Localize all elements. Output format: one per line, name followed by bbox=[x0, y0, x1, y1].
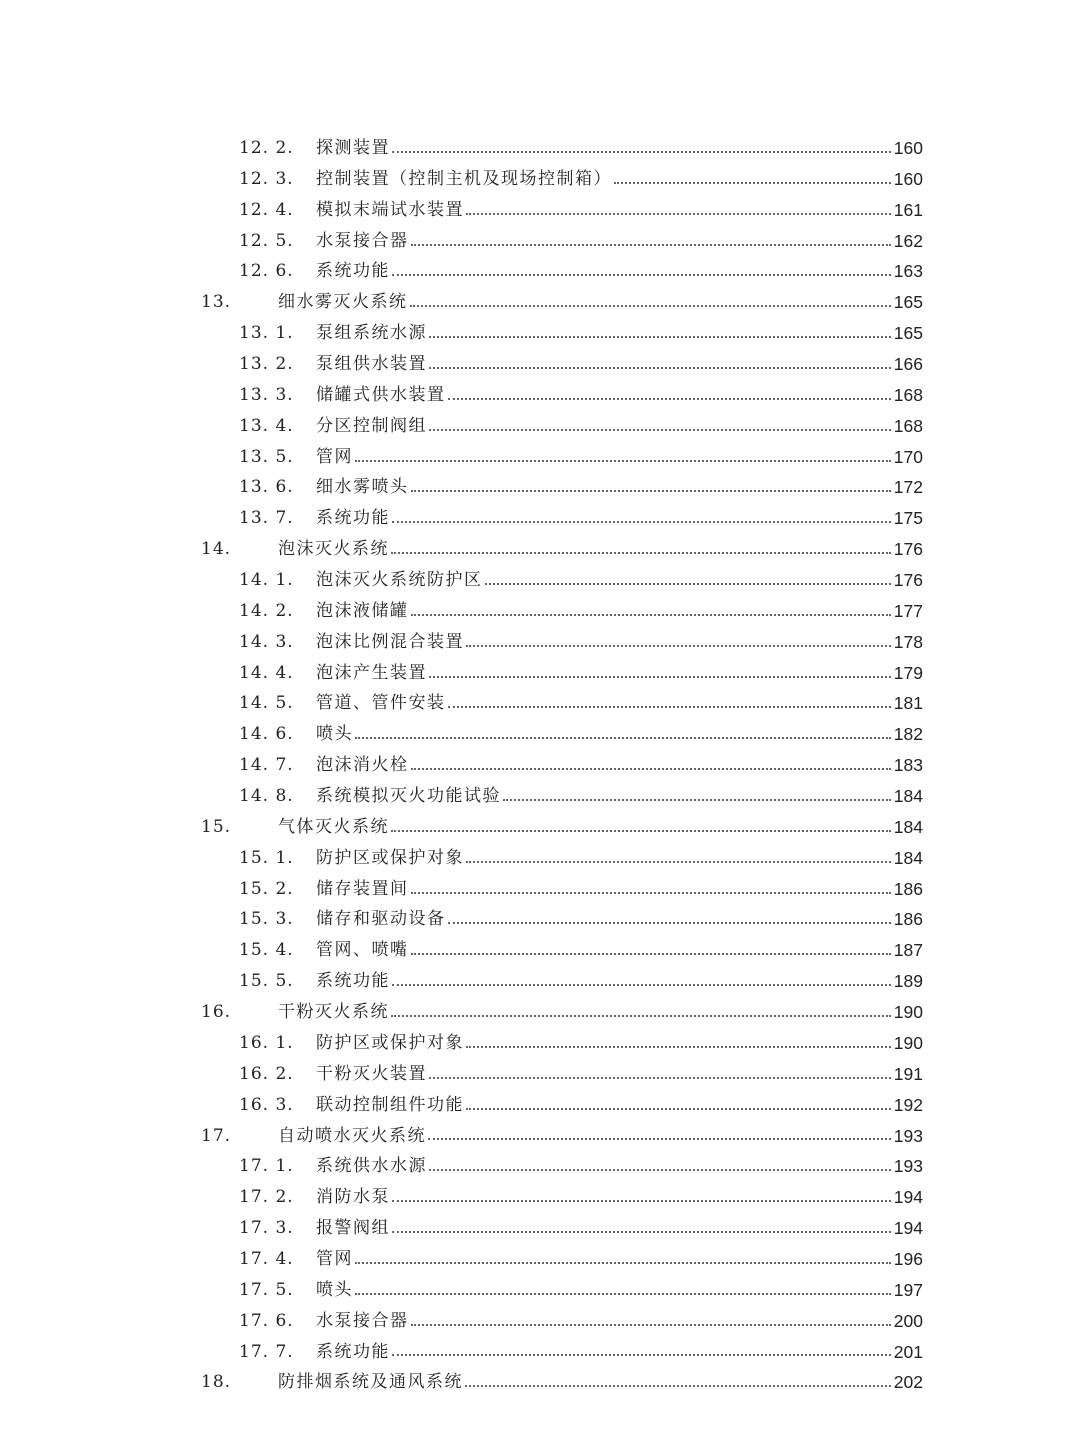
toc-page-number: 196 bbox=[893, 1248, 923, 1269]
table-of-contents bbox=[0, 133, 1080, 1398]
toc-entry-title: 水泵接合器 bbox=[316, 230, 409, 251]
dot-leader bbox=[392, 521, 891, 523]
toc-page-number: 190 bbox=[893, 1032, 923, 1053]
toc-entry-number: 16. bbox=[201, 1002, 232, 1023]
toc-page-number: 176 bbox=[893, 539, 923, 560]
toc-entry-number: 14. 7. bbox=[239, 755, 294, 776]
toc-page-number: 194 bbox=[893, 1218, 923, 1239]
toc-entry-number: 12. 4. bbox=[239, 199, 294, 220]
dot-leader bbox=[411, 490, 891, 492]
toc-entry-title: 系统功能 bbox=[316, 261, 390, 282]
toc-entry-number: 13. bbox=[201, 292, 232, 313]
toc-page-number: 163 bbox=[893, 261, 923, 282]
toc-entry-number: 12. 5. bbox=[239, 230, 294, 251]
toc-entry-number: 14. 6. bbox=[239, 724, 294, 745]
dot-leader bbox=[429, 676, 891, 678]
toc-section-entry[interactable] bbox=[0, 627, 1080, 658]
toc-entry-title: 泡沫灭火系统防护区 bbox=[316, 570, 483, 591]
toc-entry-title: 储存装置间 bbox=[316, 878, 409, 899]
toc-entry-number: 13. 1. bbox=[239, 323, 294, 344]
toc-entry-number: 13. 5. bbox=[239, 446, 294, 467]
dot-leader bbox=[411, 892, 891, 894]
dot-leader bbox=[466, 213, 891, 215]
toc-section-entry[interactable] bbox=[0, 380, 1080, 411]
toc-entry-number: 14. 1. bbox=[239, 570, 294, 591]
toc-page-number: 187 bbox=[893, 940, 923, 961]
toc-entry-title: 泡沫产生装置 bbox=[316, 662, 427, 683]
toc-chapter-entry[interactable] bbox=[0, 287, 1080, 318]
toc-entry-title: 控制装置（控制主机及现场控制箱） bbox=[316, 168, 612, 189]
toc-entry-title: 报警阀组 bbox=[316, 1218, 390, 1239]
toc-section-entry[interactable] bbox=[0, 935, 1080, 966]
toc-page-number: 186 bbox=[893, 909, 923, 930]
toc-section-entry[interactable] bbox=[0, 318, 1080, 349]
toc-entry-title: 管网 bbox=[316, 1248, 353, 1269]
toc-entry-number: 17. 5. bbox=[239, 1279, 294, 1300]
toc-section-entry[interactable] bbox=[0, 843, 1080, 874]
toc-entry-number: 12. 2. bbox=[239, 138, 294, 158]
dot-leader bbox=[503, 799, 891, 801]
dot-leader bbox=[391, 830, 891, 832]
toc-entry-number: 17. 2. bbox=[239, 1187, 294, 1208]
dot-leader bbox=[429, 336, 891, 338]
dot-leader bbox=[466, 861, 891, 863]
toc-page-number: 190 bbox=[893, 1002, 923, 1023]
toc-entry-title: 探测装置 bbox=[316, 138, 390, 158]
dot-leader bbox=[429, 367, 891, 369]
toc-entry-number: 15. 2. bbox=[239, 878, 294, 899]
toc-page-number: 202 bbox=[893, 1372, 923, 1393]
toc-entry-number: 15. 3. bbox=[239, 909, 294, 930]
toc-entry-title: 管道、管件安装 bbox=[316, 693, 446, 714]
toc-page-number: 186 bbox=[893, 878, 923, 899]
toc-entry-title: 系统供水水源 bbox=[316, 1156, 427, 1177]
toc-section-entry[interactable] bbox=[0, 781, 1080, 812]
toc-page-number: 168 bbox=[893, 415, 923, 436]
toc-page-number: 179 bbox=[893, 662, 923, 683]
toc-section-entry[interactable] bbox=[0, 1151, 1080, 1182]
toc-entry-title: 水泵接合器 bbox=[316, 1310, 409, 1331]
toc-page-number: 176 bbox=[893, 570, 923, 591]
dot-leader bbox=[411, 768, 891, 770]
toc-entry-number: 15. 5. bbox=[239, 971, 294, 992]
toc-page-number: 193 bbox=[893, 1156, 923, 1177]
toc-entry-title: 分区控制阀组 bbox=[316, 415, 427, 436]
toc-entry-number: 13. 4. bbox=[239, 415, 294, 436]
dot-leader bbox=[391, 552, 891, 554]
toc-page-number: 194 bbox=[893, 1187, 923, 1208]
toc-section-entry[interactable] bbox=[0, 164, 1080, 195]
toc-page-number: 193 bbox=[893, 1125, 923, 1146]
dot-leader bbox=[465, 1385, 891, 1387]
toc-entry-title: 防排烟系统及通风系统 bbox=[278, 1372, 463, 1393]
toc-entry-title: 系统功能 bbox=[316, 1341, 390, 1362]
toc-page-number: 177 bbox=[893, 600, 923, 621]
toc-page-number: 184 bbox=[893, 816, 923, 837]
dot-leader bbox=[391, 1015, 891, 1017]
toc-page-number: 165 bbox=[893, 323, 923, 344]
toc-page-number: 184 bbox=[893, 847, 923, 868]
toc-entry-title: 储存和驱动设备 bbox=[316, 909, 446, 930]
dot-leader bbox=[411, 953, 891, 955]
toc-entry-number: 15. 4. bbox=[239, 940, 294, 961]
toc-entry-title: 干粉灭火装置 bbox=[316, 1063, 427, 1084]
toc-section-entry[interactable] bbox=[0, 256, 1080, 287]
toc-section-entry[interactable] bbox=[0, 596, 1080, 627]
toc-page-number: 172 bbox=[893, 477, 923, 498]
toc-entry-title: 消防水泵 bbox=[316, 1187, 390, 1208]
toc-section-entry[interactable] bbox=[0, 658, 1080, 689]
toc-section-entry[interactable] bbox=[0, 1275, 1080, 1306]
toc-page-number: 200 bbox=[893, 1310, 923, 1331]
toc-entry-number: 17. 3. bbox=[239, 1218, 294, 1239]
dot-leader bbox=[355, 460, 891, 462]
dot-leader bbox=[428, 1138, 891, 1140]
toc-section-entry[interactable] bbox=[0, 565, 1080, 596]
toc-section-entry[interactable] bbox=[0, 349, 1080, 380]
toc-section-entry[interactable] bbox=[0, 874, 1080, 905]
toc-entry-number: 14. 2. bbox=[239, 600, 294, 621]
toc-section-entry[interactable] bbox=[0, 442, 1080, 473]
toc-entry-number: 17. bbox=[201, 1125, 232, 1146]
toc-entry-number: 16. 2. bbox=[239, 1063, 294, 1084]
toc-entry-title: 系统模拟灭火功能试验 bbox=[316, 786, 501, 807]
toc-section-entry[interactable] bbox=[0, 1306, 1080, 1337]
toc-chapter-entry[interactable] bbox=[0, 812, 1080, 843]
toc-entry-title: 喷头 bbox=[316, 724, 353, 745]
toc-page-number: 168 bbox=[893, 384, 923, 405]
toc-entry-number: 14. 3. bbox=[239, 631, 294, 652]
toc-entry-number: 13. 2. bbox=[239, 354, 294, 375]
dot-leader bbox=[392, 151, 891, 153]
dot-leader bbox=[410, 305, 891, 307]
toc-entry-number: 13. 6. bbox=[239, 477, 294, 498]
dot-leader bbox=[448, 922, 891, 924]
toc-page-number: 201 bbox=[893, 1341, 923, 1362]
toc-page-number: 166 bbox=[893, 354, 923, 375]
toc-entry-title: 泡沫比例混合装置 bbox=[316, 631, 464, 652]
toc-entry-title: 自动喷水灭火系统 bbox=[278, 1125, 426, 1146]
dot-leader bbox=[429, 429, 891, 431]
toc-entry-title: 细水雾灭火系统 bbox=[278, 292, 408, 313]
toc-entry-number: 16. 1. bbox=[239, 1032, 294, 1053]
toc-chapter-entry[interactable] bbox=[0, 534, 1080, 565]
toc-section-entry[interactable] bbox=[0, 1337, 1080, 1368]
dot-leader bbox=[355, 1293, 891, 1295]
dot-leader bbox=[466, 1108, 891, 1110]
toc-page-number: 182 bbox=[893, 724, 923, 745]
toc-entry-title: 防护区或保护对象 bbox=[316, 1032, 464, 1053]
toc-section-entry[interactable] bbox=[0, 503, 1080, 534]
toc-entry-number: 13. 3. bbox=[239, 384, 294, 405]
toc-entry-title: 泵组供水装置 bbox=[316, 354, 427, 375]
toc-entry-title: 喷头 bbox=[316, 1279, 353, 1300]
toc-chapter-entry[interactable] bbox=[0, 1121, 1080, 1152]
dot-leader bbox=[466, 1046, 891, 1048]
toc-page-number: 160 bbox=[893, 168, 923, 189]
toc-entry-title: 联动控制组件功能 bbox=[316, 1094, 464, 1115]
toc-entry-title: 泡沫液储罐 bbox=[316, 600, 409, 621]
toc-section-entry[interactable] bbox=[0, 1090, 1080, 1121]
dot-leader bbox=[392, 1200, 891, 1202]
toc-section-entry[interactable] bbox=[0, 472, 1080, 503]
toc-section-entry[interactable] bbox=[0, 1213, 1080, 1244]
toc-entry-number: 14. 4. bbox=[239, 662, 294, 683]
toc-section-entry[interactable] bbox=[0, 719, 1080, 750]
toc-section-entry[interactable] bbox=[0, 411, 1080, 442]
toc-page-number: 191 bbox=[893, 1063, 923, 1084]
toc-entry-title: 模拟末端试水装置 bbox=[316, 199, 464, 220]
toc-section-entry[interactable] bbox=[0, 133, 1080, 164]
toc-entry-number: 12. 6. bbox=[239, 261, 294, 282]
dot-leader bbox=[411, 1324, 891, 1326]
toc-page-number: 184 bbox=[893, 786, 923, 807]
dot-leader bbox=[448, 706, 891, 708]
toc-page-number: 197 bbox=[893, 1279, 923, 1300]
toc-entry-title: 泡沫消火栓 bbox=[316, 755, 409, 776]
dot-leader bbox=[466, 645, 891, 647]
toc-entry-number: 16. 3. bbox=[239, 1094, 294, 1115]
toc-page-number: 162 bbox=[893, 230, 923, 251]
dot-leader bbox=[448, 398, 891, 400]
toc-section-entry[interactable] bbox=[0, 966, 1080, 997]
dot-leader bbox=[392, 984, 891, 986]
toc-section-entry[interactable] bbox=[0, 904, 1080, 935]
dot-leader bbox=[614, 182, 891, 184]
toc-page-number: 181 bbox=[893, 693, 923, 714]
toc-page-number: 189 bbox=[893, 971, 923, 992]
toc-section-entry[interactable] bbox=[0, 195, 1080, 226]
toc-page-number: 192 bbox=[893, 1094, 923, 1115]
toc-page-number: 161 bbox=[893, 199, 923, 220]
toc-section-entry[interactable] bbox=[0, 226, 1080, 257]
dot-leader bbox=[429, 1077, 891, 1079]
toc-entry-title: 管网 bbox=[316, 446, 353, 467]
toc-chapter-entry[interactable] bbox=[0, 1367, 1080, 1398]
dot-leader bbox=[411, 614, 891, 616]
toc-section-entry[interactable] bbox=[0, 1059, 1080, 1090]
toc-entry-title: 泵组系统水源 bbox=[316, 323, 427, 344]
toc-section-entry[interactable] bbox=[0, 688, 1080, 719]
toc-section-entry[interactable] bbox=[0, 1244, 1080, 1275]
toc-page-number: 178 bbox=[893, 631, 923, 652]
toc-entry-title: 气体灭火系统 bbox=[278, 816, 389, 837]
toc-page-number: 165 bbox=[893, 292, 923, 313]
dot-leader bbox=[392, 1354, 891, 1356]
toc-entry-number: 18. bbox=[201, 1372, 232, 1393]
dot-leader bbox=[392, 1231, 891, 1233]
toc-section-entry[interactable] bbox=[0, 750, 1080, 781]
toc-entry-number: 14. bbox=[201, 539, 232, 560]
toc-entry-number: 14. 5. bbox=[239, 693, 294, 714]
toc-entry-title: 系统功能 bbox=[316, 971, 390, 992]
toc-section-entry[interactable] bbox=[0, 1182, 1080, 1213]
toc-entry-number: 17. 1. bbox=[239, 1156, 294, 1177]
toc-entry-title: 泡沫灭火系统 bbox=[278, 539, 389, 560]
toc-entry-number: 15. bbox=[201, 816, 232, 837]
dot-leader bbox=[411, 244, 891, 246]
toc-entry-number: 17. 7. bbox=[239, 1341, 294, 1362]
toc-entry-title: 防护区或保护对象 bbox=[316, 847, 464, 868]
toc-entry-number: 17. 4. bbox=[239, 1248, 294, 1269]
toc-entry-number: 13. 7. bbox=[239, 508, 294, 529]
toc-entry-number: 15. 1. bbox=[239, 847, 294, 868]
toc-page-number: 160 bbox=[893, 138, 923, 158]
toc-page-number: 170 bbox=[893, 446, 923, 467]
toc-chapter-entry[interactable] bbox=[0, 997, 1080, 1028]
toc-entry-number: 14. 8. bbox=[239, 786, 294, 807]
toc-entry-title: 细水雾喷头 bbox=[316, 477, 409, 498]
toc-entry-title: 管网、喷嘴 bbox=[316, 940, 409, 961]
toc-entry-title: 系统功能 bbox=[316, 508, 390, 529]
toc-entry-number: 17. 6. bbox=[239, 1310, 294, 1331]
toc-page-number: 175 bbox=[893, 508, 923, 529]
dot-leader bbox=[485, 583, 891, 585]
toc-section-entry[interactable] bbox=[0, 1028, 1080, 1059]
toc-entry-number: 12. 3. bbox=[239, 168, 294, 189]
dot-leader bbox=[429, 1169, 891, 1171]
dot-leader bbox=[355, 737, 891, 739]
toc-entry-title: 储罐式供水装置 bbox=[316, 384, 446, 405]
dot-leader bbox=[392, 274, 891, 276]
toc-page-number: 183 bbox=[893, 755, 923, 776]
toc-entry-title: 干粉灭火系统 bbox=[278, 1002, 389, 1023]
dot-leader bbox=[355, 1262, 891, 1264]
